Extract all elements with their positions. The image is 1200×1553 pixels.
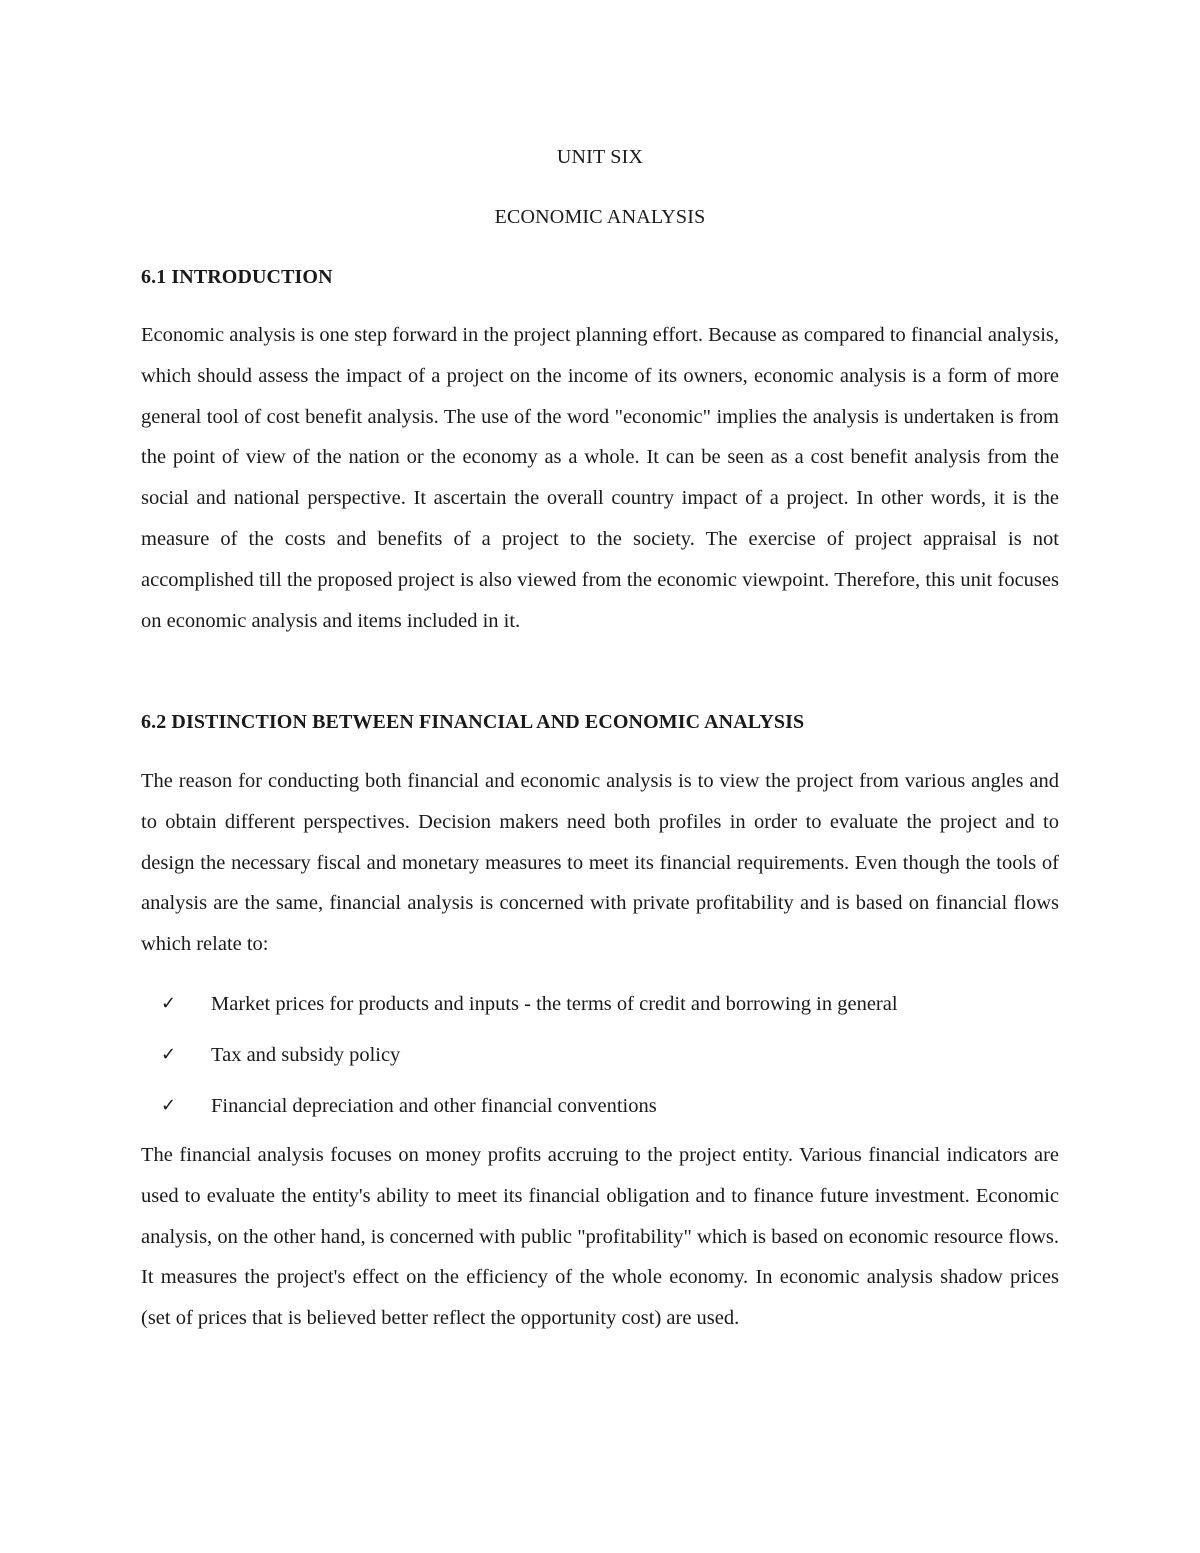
list-item-text: Financial depreciation and other financial conventions — [211, 1095, 657, 1117]
list-item — [161, 1042, 898, 1093]
unit-title: UNIT SIX — [556, 146, 644, 168]
check-mark-icon: ✓ — [161, 993, 177, 1014]
list-item-text: Market prices for products and inputs - the terms of credit and borrowing in general — [211, 993, 898, 1015]
section-1-paragraph: Economic analysis is one step forward in the project planning effort. Because as compared to financial analysis, which should assess the impact of a project on the income of its owners, economic analysis is a form of more general tool of cost benefit analysis. The use of the word "economic" implies the analysis is undertaken is from the point of view of the nation or the economy as a whole. It can be seen as a cost benefit analysis from the social and national perspective. It ascertain the overall country impact of a project. In other words, it is the measure of the costs and benefits of a project to the society. The exercise of project appraisal is not accomplished till the proposed project is also viewed from the economic viewpoint. Therefore, this unit focuses on economic analysis and items included in it. — [141, 324, 1059, 632]
section-1-heading: 6.1 INTRODUCTION — [141, 266, 333, 288]
section-2-heading: 6.2 DISTINCTION BETWEEN FINANCIAL AND ECONOMIC ANALYSIS — [141, 711, 805, 733]
section-2-paragraph-1: The reason for conducting both financial and economic analysis is to view the project from various angles and to obtain different perspectives. Decision makers need both profiles in order to evaluate the project and to design the necessary fiscal and monetary measures to meet its financial requirements. Even though the tools of analysis are the same, financial analysis is concerned with private profitability and is based on financial flows which relate to: — [141, 770, 1059, 956]
section-2-paragraph-2: The financial analysis focuses on money profits accruing to the project entity. Various financial indicators are used to evaluate the entity's ability to meet its financial obligation and to finance future investment. Economic analysis, on the other hand, is concerned with public "profitability" which is based on economic resource flows. It measures the project's effect on the efficiency of the whole economy. In economic analysis shadow prices (set of prices that is believed better reflect the opportunity cost) are used. — [141, 1144, 1059, 1330]
list-item-text: Tax and subsidy policy — [211, 1044, 401, 1066]
unit-subtitle: ECONOMIC ANALYSIS — [494, 206, 706, 228]
financial-flows-list — [161, 991, 898, 1144]
check-mark-icon: ✓ — [161, 1095, 177, 1116]
check-mark-icon: ✓ — [161, 1044, 177, 1065]
list-item — [161, 991, 898, 1042]
